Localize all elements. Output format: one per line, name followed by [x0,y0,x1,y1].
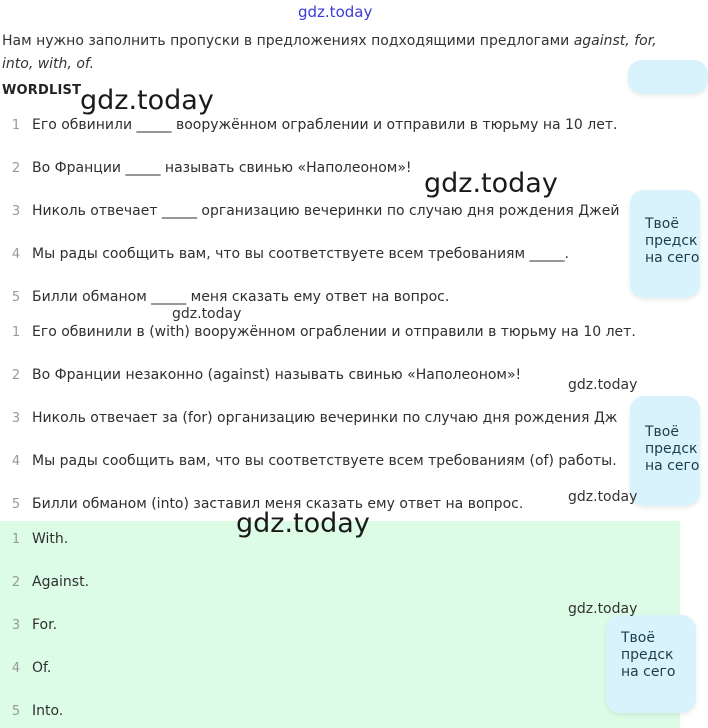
hint-bubble[interactable] [630,190,700,298]
task-number: 4 [11,247,21,262]
answers-section [0,521,680,728]
hint-bubble-line: Твоё [621,630,655,646]
hint-bubble[interactable] [606,615,696,713]
watermark: gdz.today [568,377,638,393]
answer-text: For. [32,617,58,633]
translation-text: Николь отвечает за (for) организацию вечеринки по случаю дня рождения Дж [32,410,618,426]
translation-text: Во Франции незаконно (against) называть свинью «Наполеоном»! [32,367,522,383]
intro-prepositions: against, for, into, with, of. [2,33,657,72]
translation-number: 4 [11,454,21,469]
translation-text: Билли обманом (into) заставил меня сказать ему ответ на вопрос. [32,496,524,512]
watermark: gdz.today [424,168,558,199]
hint-bubble-line: Твоё [645,216,679,232]
task-text: Мы рады сообщить вам, что вы соответствуете всем требованиям _____. [32,246,569,262]
answer-number: 3 [11,618,21,633]
task-number: 1 [11,118,21,133]
answer-number: 2 [11,575,21,590]
hint-bubble-line: на сего [645,250,700,266]
hint-bubble[interactable] [630,396,700,506]
watermark: gdz.today [172,306,242,322]
translation-number: 2 [11,368,21,383]
task-number: 5 [11,290,21,305]
answer-text: Of. [32,660,52,676]
hint-bubble-top[interactable] [628,60,708,94]
task-number: 3 [11,204,21,219]
watermark: gdz.today [80,85,214,116]
task-text: Билли обманом _____ меня сказать ему ответ на вопрос. [32,289,450,305]
translation-number: 1 [11,325,21,340]
answer-text: With. [32,531,69,547]
hint-bubble-line: предск [645,441,698,457]
translation-text: Мы рады сообщить вам, что вы соответствуете всем требованиям (of) работы. [32,453,617,469]
task-number: 2 [11,161,21,176]
answer-text: Into. [32,703,64,719]
watermark: gdz.today [236,508,370,539]
watermark-top: gdz.today [298,3,373,21]
answer-number: 1 [11,532,21,547]
hint-bubble-line: предск [621,647,674,663]
translation-number: 3 [11,411,21,426]
wordlist-heading: WORDLIST [2,83,82,98]
hint-bubble-line: на сего [621,664,676,680]
answer-text: Against. [32,574,90,590]
intro-text: Нам нужно заполнить пропуски в предложениях подходящими предлогами [2,33,574,49]
watermark: gdz.today [568,601,638,617]
translation-number: 5 [11,497,21,512]
hint-bubble-line: Твоё [645,424,679,440]
answer-number: 5 [11,704,21,719]
answer-number: 4 [11,661,21,676]
hint-bubble-line: на сего [645,458,700,474]
translation-text: Его обвинили в (with) вооружённом ограблении и отправили в тюрьму на 10 лет. [32,324,636,340]
task-text: Николь отвечает _____ организацию вечеринки по случаю дня рождения Джей [32,203,620,219]
hint-bubble-line: предск [645,233,698,249]
watermark: gdz.today [568,489,638,505]
task-text: Его обвинили _____ вооружённом ограблении и отправили в тюрьму на 10 лет. [32,117,618,133]
task-intro [2,30,678,76]
task-text: Во Франции _____ называть свинью «Наполеоном»! [32,160,412,176]
